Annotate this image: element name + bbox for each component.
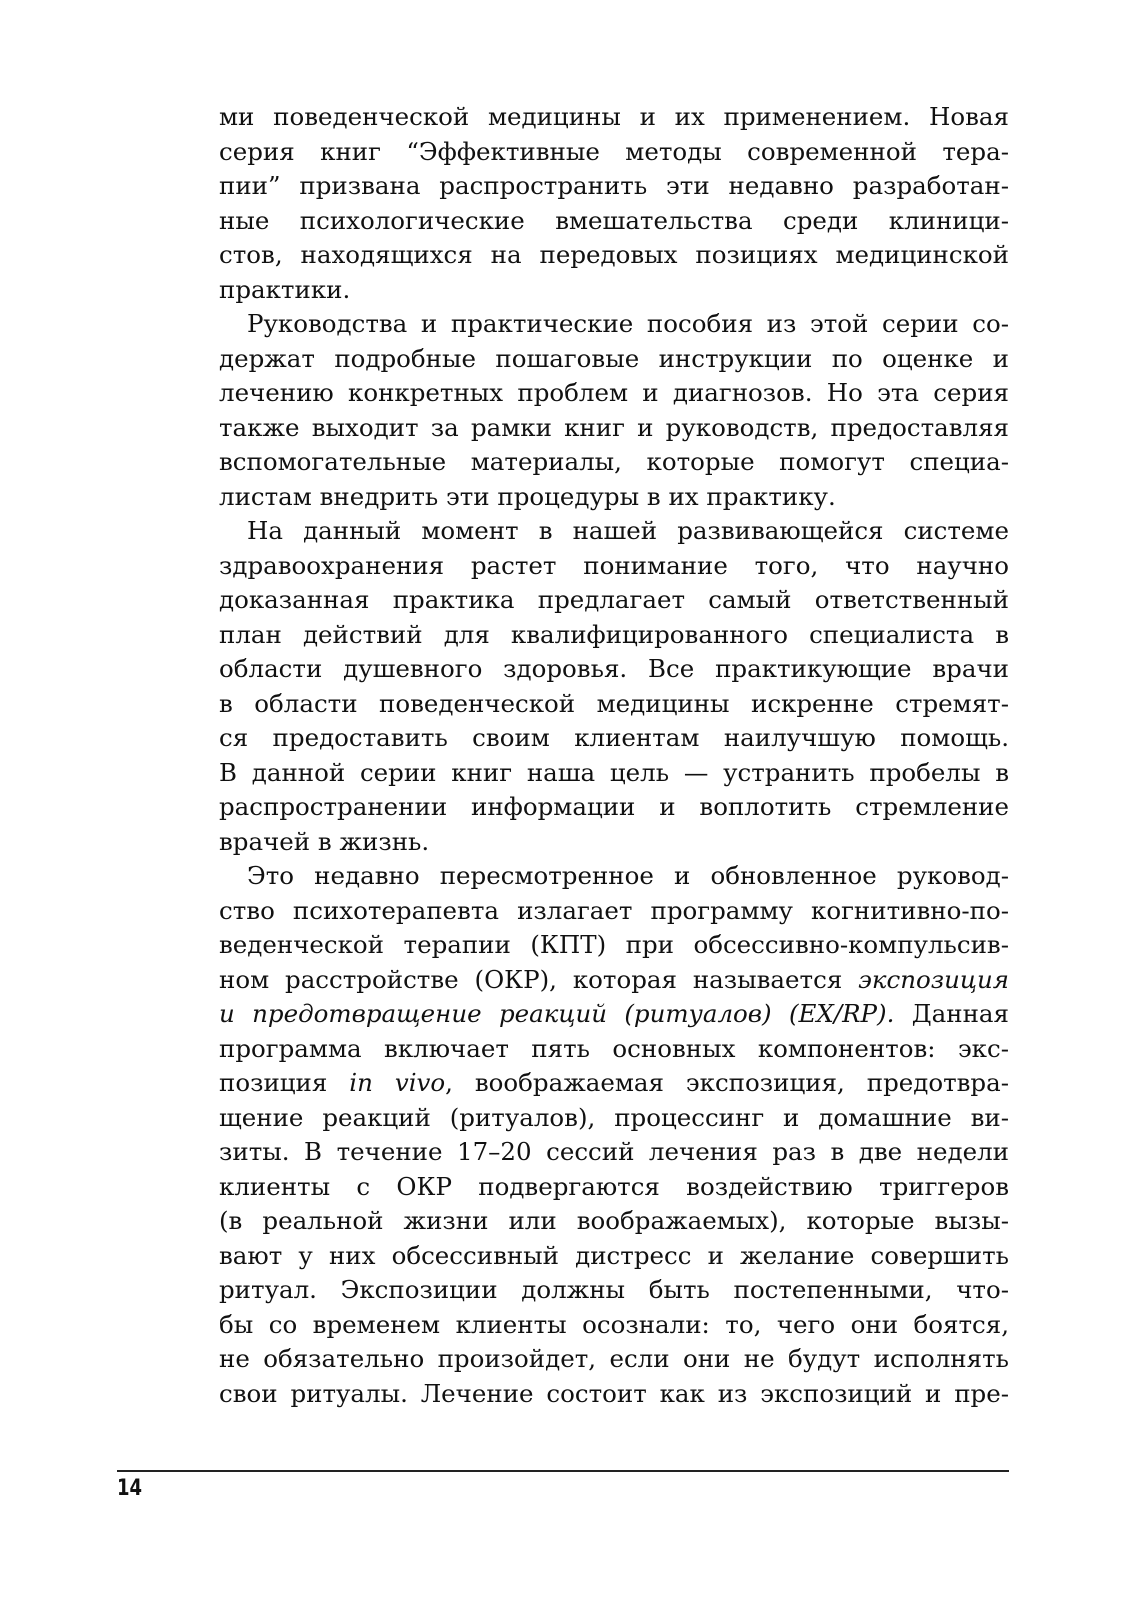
text-line xyxy=(219,859,1009,894)
text-segment: бы со временем клиенты осознали: то, чего они боятся, xyxy=(219,1309,1009,1339)
text-line xyxy=(219,652,1009,687)
page-number: 14 xyxy=(117,1476,143,1501)
text-segment: план действий для квалифицированного специалиста в xyxy=(219,619,1009,649)
text-segment: ном расстройстве (ОКР), которая называется xyxy=(219,964,859,994)
text-line xyxy=(219,894,1009,929)
text-line xyxy=(219,1308,1009,1343)
text-segment: пии” призвана распространить эти недавно разработан- xyxy=(219,171,1009,200)
text-segment: здравоохранения растет понимание того, что научно xyxy=(219,550,1009,580)
text-line xyxy=(219,583,1009,618)
text-segment: области душевного здоровья. Все практикующие врачи xyxy=(219,654,1009,683)
text-segment: листам внедрить эти процедуры в их практику. xyxy=(219,481,836,511)
text-segment: Данная xyxy=(894,999,1009,1028)
text-line xyxy=(219,997,1009,1032)
text-segment: вспомогательные материалы, которые помогут специа- xyxy=(219,447,1009,476)
text-segment: стов, находящихся на передовых позициях медицинской xyxy=(219,240,1009,269)
text-line xyxy=(219,238,1009,273)
text-segment: врачей в жизнь. xyxy=(219,826,430,856)
text-segment: серия книг “Эффективные методы современной тера- xyxy=(219,136,1009,166)
text-segment: щение реакций (ритуалов), процессинг и домашние ви- xyxy=(219,1102,1009,1132)
text-line xyxy=(219,307,1009,342)
text-segment: (в реальной жизни или воображаемых), которые вызы- xyxy=(219,1206,1009,1235)
text-segment: держат подробные пошаговые инструкции по оценке и xyxy=(219,343,1009,373)
text-line xyxy=(219,1239,1009,1274)
text-segment: свои ритуалы. Лечение состоит как из экспозиций и пре- xyxy=(219,1378,1009,1408)
text-line xyxy=(219,1342,1009,1377)
text-segment: Это недавно пересмотренное и обновленное руковод- xyxy=(247,861,1009,890)
text-line xyxy=(219,1170,1009,1205)
text-segment: вают у них обсессивный дистресс и желание совершить xyxy=(219,1240,1009,1270)
italic-text: in vivo xyxy=(349,1068,446,1097)
text-line xyxy=(219,1101,1009,1136)
text-segment: распространении информации и воплотить стремление xyxy=(219,792,1009,821)
text-segment: ные психологические вмешательства среди клиници- xyxy=(219,205,1009,235)
paragraph xyxy=(219,307,1009,514)
text-line xyxy=(219,618,1009,653)
text-segment: лечению конкретных проблем и диагнозов. Но эта серия xyxy=(219,378,1009,407)
text-segment: позиция xyxy=(219,1068,350,1097)
text-segment: ми поведенческой медицины и их применением. Новая xyxy=(219,102,1009,131)
text-line xyxy=(219,790,1009,825)
text-line xyxy=(219,204,1009,239)
text-line xyxy=(219,480,1009,515)
text-segment: доказанная практика предлагает самый ответственный xyxy=(219,585,1009,614)
text-line xyxy=(219,1377,1009,1412)
text-segment: не обязательно произойдет, если они не будут исполнять xyxy=(219,1344,1009,1373)
text-line xyxy=(219,169,1009,204)
paragraph xyxy=(219,100,1009,307)
text-line xyxy=(219,1204,1009,1239)
text-line xyxy=(219,273,1009,308)
text-segment: Руководства и практические пособия из этой серии со- xyxy=(247,309,1009,338)
text-line xyxy=(219,342,1009,377)
text-segment: практики. xyxy=(219,274,351,304)
text-line xyxy=(219,756,1009,791)
text-line xyxy=(219,1032,1009,1067)
italic-text: и предотвращение реакций (ритуалов) (EX/RP). xyxy=(219,999,895,1028)
text-line xyxy=(219,100,1009,135)
text-line xyxy=(219,928,1009,963)
text-line xyxy=(219,135,1009,170)
body-text xyxy=(219,100,1009,1411)
italic-text: экспозиция xyxy=(858,964,1009,994)
text-line xyxy=(219,825,1009,860)
text-line xyxy=(219,445,1009,480)
text-line xyxy=(219,376,1009,411)
text-segment: веденческой терапии (КПТ) при обсессивно-компульсив- xyxy=(219,930,1009,959)
text-line xyxy=(219,721,1009,756)
text-segment: клиенты с ОКР подвергаются воздействию триггеров xyxy=(219,1171,1009,1201)
text-segment: также выходит за рамки книг и руководств, предоставляя xyxy=(219,412,1009,442)
text-segment: В данной серии книг наша цель — устранить пробелы в xyxy=(219,757,1009,787)
text-segment: зиты. В течение 17–20 сессий лечения раз в две недели xyxy=(219,1137,1009,1166)
text-segment: ритуал. Экспозиции должны быть постепенными, что- xyxy=(219,1275,1009,1304)
text-line xyxy=(219,687,1009,722)
text-segment: ся предоставить своим клиентам наилучшую помощь. xyxy=(219,723,1009,752)
text-segment: На данный момент в нашей развивающейся системе xyxy=(247,516,1009,545)
paragraph xyxy=(219,859,1009,1411)
text-line xyxy=(219,1135,1009,1170)
text-line xyxy=(219,1066,1009,1101)
text-line xyxy=(219,549,1009,584)
text-line xyxy=(219,411,1009,446)
text-segment: , воображаемая экспозиция, предотвра- xyxy=(445,1068,1009,1097)
paragraph xyxy=(219,514,1009,859)
text-line xyxy=(219,963,1009,998)
text-segment: программа включает пять основных компонентов: экс- xyxy=(219,1033,1009,1063)
text-line xyxy=(219,1273,1009,1308)
text-segment: ство психотерапевта излагает программу когнитивно-по- xyxy=(219,895,1009,925)
footer-rule xyxy=(117,1470,1009,1472)
text-segment: в области поведенческой медицины искренне стремят- xyxy=(219,688,1009,718)
text-line xyxy=(219,514,1009,549)
